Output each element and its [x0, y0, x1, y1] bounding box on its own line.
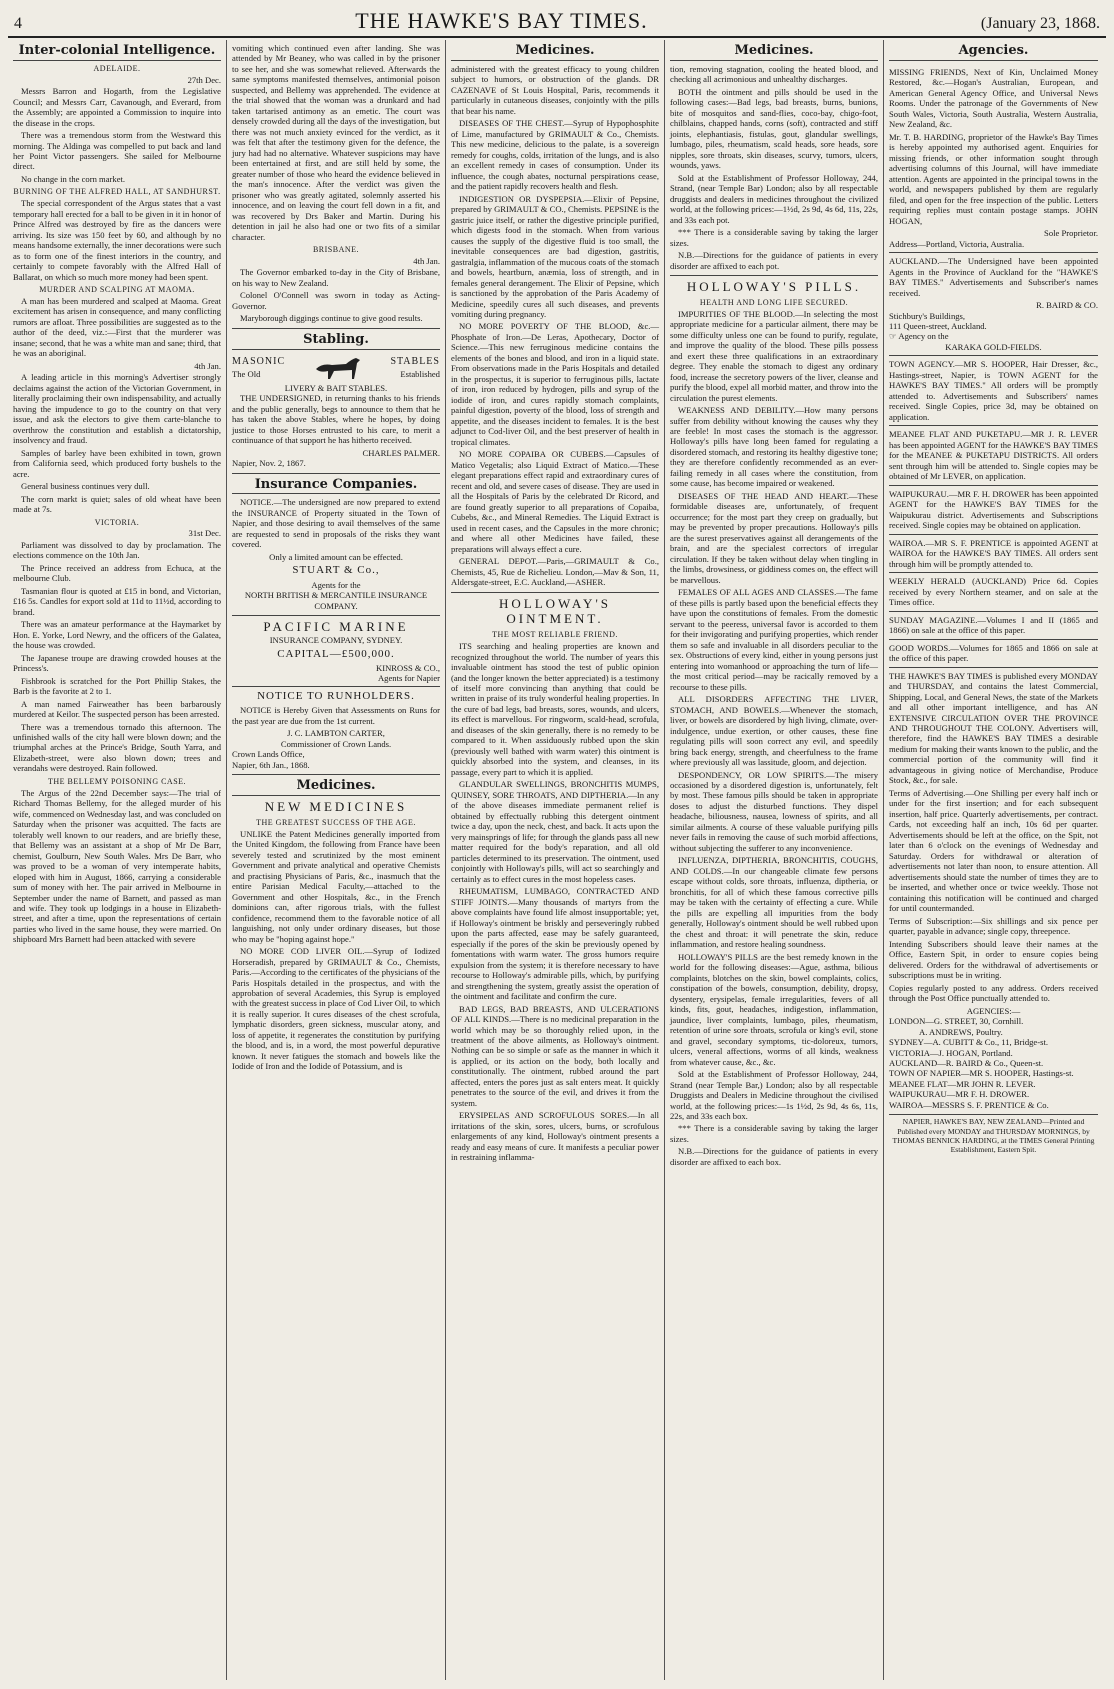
ad-paragraph: WEEKLY HERALD (AUCKLAND) Price 6d. Copies received by every Northern steamer, and on sale at the Times office.: [889, 576, 1098, 608]
article-paragraph: Parliament was dissolved to day by proclamation. The elections commence on the 10th Jan.: [13, 539, 221, 561]
issue-date: (January 23, 1868.: [980, 15, 1100, 32]
ad-paragraph: DISEASES OF THE HEAD AND HEART.—These formidable diseases are, unfortunately, of frequent occurrence; for the most part they creep on gradually, but may be prevented by proper precautions. Holloway's pills are the surest preservatives against all derangements of the brain, and are the specialest correctors of irregular circulation. If they be taken without delay when tingling in the limbs, drowsiness, or giddiness comes on, the effect will be marvellous.: [670, 490, 878, 585]
ad-paragraph: Copies regularly posted to any address. Orders received through the Post Office punctually attended to.: [889, 982, 1098, 1004]
article-paragraph: The special correspondent of the Argus states that a vast temporary hall erected for a ball to be given in it in honor of Prince Alfred was destroyed by fire as the dancers were arriving. Its size was 150 feet by 60, and although by no means handsome externally, the inner decorations were such as to form one of the finest interiors in the country, and certainly to compete favorably with the Alfred Hall of Ballarat, on which so much more money had been spent.: [13, 198, 222, 282]
ad-signature: CHARLES PALMER.: [362, 447, 440, 458]
article-paragraph: A man has been murdered and scalped at Maoma. Great excitement has arisen in consequence, and many conflicting rumors are afloat. Three possibilities are suggested as to the author of the deed, viz.:—First that the murderer was insane; second, that he was a white man and sane; third, that he was an aboriginal.: [13, 295, 221, 359]
article-paragraph: General business continues very dull.: [21, 481, 150, 492]
section-heading: Inter-colonial Intelligence.: [13, 43, 221, 61]
masthead: [8, 8, 1106, 38]
capital-line: CAPITAL—£500,000.: [277, 647, 395, 660]
ad-address: 111 Queen-street, Auckland.: [889, 321, 987, 331]
ad-paragraph: BAD LEGS, BAD BREASTS, AND ULCERATIONS OF ALL KINDS.—There is no medicinal preparation in the world which may be so thoroughly relied upon, in the treatment of the above ailments, as Holloway's ointment. Nothing can be so simple or safe as the manner in which it is applied, or its action on the body, both locally and constitutionally. The ointment, rubbed around the part affected, enters the pores just as salt enters meat. It quickly penetrates to the source of the evil, and drives it from the system.: [451, 1003, 659, 1108]
ad-paragraph: WEAKNESS AND DEBILITY.—How many persons suffer from debility without knowing the causes why they are feeble! In most cases the stomach is the aggressor. Holloway's pills have long been famed for regulating a disordered stomach, and restoring its healthy digestive tone; they are therefore confidently recommended as an ever-failing remedy in all cases where the constitution, from some cause, has become impaired or weakened.: [670, 405, 878, 489]
list-item: VICTORIA—J. HOGAN, Portland.: [889, 1047, 1013, 1058]
ad-paragraph: MISSING FRIENDS, Next of Kin, Unclaimed Money Restored, &c.—Hogan's Australian, European, and American General Agency Office, and Universal News Rooms. Under the patronage of the Governments of New South Wales, Victoria, South Australia, Western Australia, New Zealand, &c.: [889, 66, 1098, 130]
article-paragraph: There was an amateur performance at the Haymarket by Hon. E. Yorke, Lord Newry, and the officers of the Galatea, the house was crowded.: [13, 619, 221, 651]
article-paragraph: Colonel O'Connell was sworn in today as Acting-Governor.: [232, 290, 440, 311]
ad-paragraph: *** There is a considerable saving by taking the larger sizes.: [670, 227, 878, 248]
article-paragraph: vomiting which continued even after landing. She was attended by Mr Beaney, who was called in by the prisoner to see her, and she was somewhat relieved. Afterwards the same symptoms manifested themselves, antimonial poison suspected, and Bellemy was apprehended. The evidence at the trial showed that the woman was a drunkard and had taken tartarised antimony as an emetic. The court was densely crowded during all the days of the investigation, but there was not much anxiety evinced for the verdict, as it was felt that after the testimony given for the defence, the jury had had no alternative. Whatever suspicions may have been entertained at first, and are still held by some, the greater number of those who heard the evidence believed in the man's innocence. After the verdict was given the prisoner who was greatly agitated, solemnly asserted his innocence, and on leaving the court fell down in a fit, and was recovered by Drs Baker and Martin. During his detention in jail he also had one or two fits of a similar character.: [232, 43, 440, 242]
section-heading: Medicines.: [232, 774, 440, 796]
ad-paragraph: NO MORE POVERTY OF THE BLOOD, &c.—Phosphate of Iron.—De Leras, Apothecary, Doctor of Science.—This new ferruginous medicine contains the elements of the bones and blood, and iron in a liquid state. From observations made in the Paris Hospitals and detailed in the prospectus, it is superior to ferruginous pills, lactate of iron, iron reduced by hydrogen, pills and syrup of the iodide of iron, and cures rapidly stomach complaints, painful digestion, poverty of the blood, loss of strength and appetite, and the diseases incident to females. It is the best adjunct to Cod-liver Oil, and the best preserver of health in tropical climates.: [451, 321, 659, 447]
newspaper-title: THE HAWKE'S BAY TIMES.: [355, 8, 648, 33]
ad-note: Only a limited amount can be effected.: [269, 551, 403, 562]
agent-name: STUART & Co.,: [292, 564, 380, 577]
article-paragraph: A leading article in this morning's Advertiser strongly declaims against the action of the Victorian Government, in literally proclaiming their own indispensability, and actually having the impudence to go to the country on that very issue, and ask the electors to give them carte-blanche to overthrow the constitution and establish a dictatorship, insolvency and fraud.: [13, 372, 221, 446]
ad-signature: J. C. LAMBTON CARTER,: [287, 728, 385, 739]
ad-paragraph: tion, removing stagnation, cooling the heated blood, and checking all acrimonious and unhealthy discharges.: [670, 63, 878, 85]
section-heading: Stabling.: [232, 328, 440, 350]
ad-paragraph: HOLLOWAY'S PILLS are the best remedy known in the world for the following diseases:—Ague, asthma, bilious complaints, blotches on the skin, bowel complaints, colics, constipation of the bowels, consumption, debility, dropsy, dysentery, erysipelas, female irregularities, fevers of all kinds, fits, gout, headaches, indigestion, inflammation, jaundice, liver complaints, lumbago, piles, rheumatism, retention of urine sore throats, scrofula or king's evil, stone and gravel, secondary symptoms, tic-doloreux, tumors, ulcers, veneral affections, worms of all kinds, weakness from whatever cause, &c., &c.: [670, 951, 878, 1067]
ad-paragraph: MEANEE FLAT AND PUKETAPU.—MR J. R. LEVER has been appointed AGENT for the HAWKE'S BAY TIMES for the MEANEE & PUKETAPU DISTRICTS. All orders sent through him will be attended to. Single copies may be obtained of Mr LEVER, on application.: [889, 429, 1098, 482]
ad-signature-role: Sole Proprietor.: [1044, 228, 1098, 239]
dateline-adelaide: ADELAIDE.: [93, 63, 141, 73]
ad-signature: R. BAIRD & CO.: [1036, 300, 1098, 311]
ad-paragraph: NO MORE COPAIBA OR CUBEBS.—Capsules of Matico Vegetalis; also Liquid Extract of Matico.—These elegant preparations effect rapid and extraordinary cures of recent and old, and severe cases of disease. They are used in all the Hospitals of Paris by the celebrated Dr Ricord, and are found greatly superior to all preparations of Copaiba, Cubebs, &c., and Mineral Remedies. The Liquid Extract is used in recent cases, and the Capsules in the more chronic; and where all other Medicines have failed, these preparations will always effect a cure.: [451, 449, 659, 554]
ad-paragraph: ALL DISORDERS AFFECTING THE LIVER, STOMACH, AND BOWELS.—Whenever the stomach, liver, or bowels are disordered by high living, climate, over-indulgence, undue exertion, or other causes, these fine regulating pills will soon correct any evil, and speedily bring back energy, strength, and cheerfulness to the frame where previously all was lassitude, gloom, and dejection.: [670, 694, 878, 768]
column-2: [227, 40, 446, 1680]
ad-address: Stichbury's Buildings,: [889, 310, 966, 321]
section-heading: Medicines.: [670, 43, 878, 61]
ad-paragraph: Terms of Advertising.—One Shilling per every half inch or under for the first insertion; and for each subsequent insertion, half price. Quarterly advertisements, per contract. Cards, not exceeding half an inch, 10s 6d per quarter. Advertisements should be left at the office, on the Spit, not later than 6 o'clock on the evenings of Wednesday and Saturday. Orders for withdrawal or alteration of advertisements not later than noon, to ensure attention. All advertisements should state the number of times they are to be inserted, and whether once or twice weekly. Those not containing this notification will be continued and charged for until countermanded.: [889, 787, 1098, 914]
ad-paragraph: Sold at the Establishment of Professor Holloway, 244, Strand (near Temple Bar,) London; also by all respectable Druggists and Dealers in Medicine throughout the civilised world, at the following prices:—1s 1½d, 2s 9d, 4s 6s, 11s, 22s, and 33s each box.: [670, 1069, 878, 1121]
ad-signature-role: Commissioner of Crown Lands.: [280, 738, 392, 749]
ad-paragraph: INDIGESTION OR DYSPEPSIA.—Elixir of Pepsine, prepared by GRIMAULT & CO., Chemists. PEPSINE is the gastric juice itself, or rather the digestive principle purified, which digests food in the stomach. When from various causes the supply of the digestive fluid is too small, the inevitable consequences are bad digestion, gastritis, gastralgia, inflammation of the mucous coats of the stomach and bowels, heartburn, anæmia, loss of strength, and in females general derangement. The Elixir of Pepsine, which is sanctioned by the approbation of the Paris Academy of Medicine, speedily cures all such diseases, and prevents vomiting during pregnancy.: [451, 193, 659, 319]
ad-note: KARAKA GOLD-FIELDS.: [945, 341, 1042, 352]
article-paragraph: The Argus of the 22nd December says:—The trial of Richard Thomas Bellemy, for the alleged murder of his wife, commenced on Wednesday last, and was concluded on Saturday when the prisoner was acquitted. The facts are tolerably well known to our readers, and are briefly these, that Bellemy was an assistant at a shop of Mr De Barr, chemist, Goulburn, New South Wales. Mrs De Barr, who was proved to be a woman of very intemperate habits, eloped with him in August, 1866, carrying a considerable sum of money with her. The pair arrived in Melbourne in September under the name of Barnett, and passed as man and wife. They took up lodgings in a house in Elizabeth-street, and after a time, upon the representations of certain parties who lived in the same house, they were married. On shipboard Mrs Barnett had been attacked with severe: [13, 787, 221, 945]
column-4: [665, 40, 884, 1680]
agency-notice: [889, 572, 1098, 607]
agency-notice: [889, 252, 1098, 352]
agency-notice: [889, 485, 1098, 531]
agency-notice: [889, 355, 1098, 422]
ad-paragraph: Sold at the Establishment of Professor Holloway, 244, Strand, (near Temple Bar) London; also by all respectable druggists and dealers in medicines throughout the civilized world, at the following prices:—1½d, 2s 9d, 4s 6d, 11s, 22s, and 33s each pot.: [670, 172, 878, 225]
ad-title: HOLLOWAY'S OINTMENT.: [451, 592, 659, 628]
agent-role: Agents for Napier: [377, 673, 440, 684]
ad-paragraph: Intending Subscribers should leave their names at the Office, Eastern Spit, in order to ensure copies being delivered. Orders for the withdrawal of advertisements or subscriptions must be in writing.: [889, 938, 1098, 981]
ad-paragraph: NOTICE is Hereby Given that Assessments on Runs for the past year are due from the 1st current.: [232, 705, 440, 726]
article-paragraph: Fishbrook is scratched for the Port Phillip Stakes, the Barb is the favorite at 2 to 1.: [13, 675, 221, 697]
list-item: A. ANDREWS, Poultry.: [919, 1026, 1003, 1037]
ad-paragraph: GOOD WORDS.—Volumes for 1865 and 1866 on sale at the office of this paper.: [889, 642, 1098, 664]
article-paragraph: The Prince received an address from Echuca, at the melbourne Club.: [13, 562, 221, 584]
ad-address: Address—Portland, Victoria, Australia.: [889, 238, 1025, 249]
ad-paragraph: THE HAWKE'S BAY TIMES is published every MONDAY and THURSDAY, and contains the latest Commercial, Shipping, Local, and General News, the state of the Markets and all other important intelligence, and has AN EXTENSIVE CIRCULATION OVER THE PROVINCE AND THROUGHOUT THE COLONY. Advertisers will, therefore, find the HAWKE'S BAY TIMES a desirable medium for making their wants known to the public, and the commercial portion of the community will find it advantageous in giving notice of Merchandise, Produce Stock, &c., for sale.: [889, 670, 1098, 786]
ad-paragraph: WAIROA.—MR S. F. PRENTICE is appointed AGENT at WAIROA for the HAWKE'S BAY TIMES. All orders sent through him will be promptly attended to.: [889, 537, 1098, 569]
section-heading: Agencies.: [889, 43, 1098, 61]
ad-note: [889, 331, 1098, 341]
subheading: BURNING OF THE ALFRED HALL, AT SANDHURST.: [13, 187, 221, 197]
subheading: MURDER AND SCALPING AT MAOMA.: [39, 285, 195, 295]
agency-notice: [889, 425, 1098, 481]
imprint-footer: NAPIER, HAWKE'S BAY, NEW ZEALAND—Printed and Published every MONDAY and THURSDAY MORNINGS, by THOMAS BENNICK HARDING, at the TIMES General Printing Establishment, Eastern Spit.: [889, 1114, 1098, 1154]
section-heading: Medicines.: [451, 43, 659, 61]
list-item: WAIROA—MESSRS S. F. PRENTICE & Co.: [889, 1099, 1049, 1110]
dateline-date: 31st Dec.: [188, 528, 221, 539]
horse-icon: [312, 353, 364, 383]
article-paragraph: The corn markt is quiet; sales of old wheat have been made at 7s.: [13, 493, 221, 515]
stables-name-left: MASONIC: [232, 356, 286, 368]
notice-heading: NOTICE TO RUNHOLDERS.: [232, 686, 440, 703]
subheading: THE BELLEMY POISONING CASE.: [47, 776, 187, 786]
list-item: MEANEE FLAT—MR JOHN R. LEVER.: [889, 1078, 1036, 1089]
columns: [8, 40, 1106, 1680]
ad-paragraph: NOTICE.—The undersigned are now prepared to extend the INSURANCE of Property situated in the Town of Napier, and those desiring to avail themselves of the same are requested to send in proposals of the risks they want covered.: [232, 497, 440, 550]
ad-title: HOLLOWAY'S PILLS.: [670, 275, 878, 295]
ad-paragraph: administered with the greatest efficacy to young children subject to humors, or obstruction of the glands. DR CAZENAVE of St Louis Hospital, Paris, recommends it particularly in cutaneous diseases, conjointly with the pills that bear his name.: [451, 63, 659, 116]
ad-paragraph: BOTH the ointment and pills should be used in the following cases:—Bad legs, bad breasts, burns, bunions, bite of mosquitos and sand-flies, coco-bay, chigo-foot, chilblains, chapped hands, corns (soft), contracted and stiff joints, elephantiasis, fistulas, gout, glandular swellings, lumbago, piles, rheumatism, scald heads, sore heads, sore nipples, sore throats, skin diseases, scurvy, tumors, ulcers, wounds, yaws.: [670, 86, 878, 171]
agency-notice: [889, 534, 1098, 569]
ad-paragraph: INFLUENZA, DIPTHERIA, BRONCHITIS, COUGHS, AND COLDS.—In our changeable climate few persons escape without colds, sore throats, influenza, diptheria, or bronchitis, for all of which these famous corrective pills may be taken with the certainty of effecting a cure. While the pills are expelling all impurities from the body generally, Holloway's ointment should be well rubbed upon the chest and throat: it will penetrate the skin, reduce inflammation, and restore healing soundness.: [670, 855, 878, 950]
ad-paragraph: SUNDAY MAGAZINE.—Volumes I and II (1865 and 1866) on sale at the office of this paper.: [889, 614, 1098, 636]
dateline-brisbane: BRISBANE.: [312, 245, 360, 255]
article-paragraph: There was a tremendous storm from the Westward this morning. The Aldinga was compelled to put back and land her Point Victor passengers. She sailed for Melbourne direct.: [13, 130, 221, 172]
agency-notice: [889, 639, 1098, 664]
article-paragraph: Maryborough diggings continue to give good results.: [240, 313, 423, 324]
section-heading: Insurance Companies.: [232, 473, 440, 495]
agencies-list-heading: AGENCIES:—: [966, 1005, 1021, 1016]
ad-paragraph: RHEUMATISM, LUMBAGO, CONTRACTED AND STIFF JOINTS.—Many thousands of martyrs from the above complaints have found life almost insupportable; yet, if Holloway's ointment be briskly and perseveringly rubbed upon the parts affected, ease may be safely guaranteed, especially if the pores of the skin be previously opened by fomentations with warm water. The gross humors require expulsion from the system; it is therefore necessary to have recourse to Holloway's admirable pills, which, by purifying and strengthening the system, greatly assist the operation of the ointment and facilitate and confirm the cure.: [451, 886, 659, 1002]
ad-paragraph: ERYSIPELAS AND SCROFULOUS SORES.—In all irritations of the skin, sores, ulcers, burns, or scrofulous enlargements of any kind, Holloway's ointment presents a ready and easy means of cure. It manifests a peculiar power in restraining inflamma-: [451, 1110, 659, 1163]
ad-subtitle: HEALTH AND LONG LIFE SECURED.: [699, 297, 849, 307]
stables-banner: [232, 353, 440, 383]
ad-place: Crown Lands Office,: [232, 749, 305, 760]
dateline-date: 27th Dec.: [187, 74, 221, 85]
stables-name-right: STABLES: [390, 356, 440, 368]
publication-info: [889, 667, 1098, 1111]
article-paragraph: There was a tremendous tornado this afternoon. The unfinished walls of the city hall were blown down; and the triumphal arches at the Prince's Bridge, South Yarra, and Elizabeth-street, were also blown down; trees and verandahs were destroyed. Rain followed.: [13, 721, 221, 774]
agency-notice: [889, 64, 1098, 249]
ad-subtitle: THE MOST RELIABLE FRIEND.: [492, 630, 618, 640]
company-subtitle: INSURANCE COMPANY, SYDNEY.: [269, 635, 403, 646]
list-item: LONDON—G. STREET, 30, Cornhill.: [889, 1016, 1024, 1027]
agency-notice: [889, 611, 1098, 636]
article-paragraph: The Governor embarked to-day in the City of Brisbane, on his way to New Zealand.: [232, 267, 440, 288]
list-item: SYDNEY—A. CUBITT & Co., 11, Bridge-st.: [889, 1037, 1048, 1048]
ad-date: Napier, 6th Jan., 1868.: [232, 759, 310, 770]
page-number: 4: [14, 15, 22, 32]
article-paragraph: A man named Fairweather has been barbarously murdered at Keilor. The suspected person has been arrested.: [13, 698, 221, 720]
ad-paragraph: *** There is a considerable saving by taking the larger sizes.: [670, 1123, 878, 1144]
ad-paragraph: THE UNDERSIGNED, in returning thanks to his friends and the public generally, begs to announce to them that he has taken the above Stables, where he hopes, by doing justice to those Horses entrusted to his care, to merit a continuance of that support he has hitherto received.: [232, 393, 440, 446]
list-item: WAIPUKURAU—MR F. H. DROWER.: [889, 1089, 1030, 1100]
ad-paragraph: N.B.—Directions for the guidance of patients in every disorder are affixed to each pot.: [670, 250, 878, 271]
article-paragraph: No change in the corn market.: [21, 173, 126, 184]
article-paragraph: Tasmanian flour is quoted at £15 in bond, and Victorian, £16 5s. Candles for export sold at 11d to 11½d, according to brand.: [13, 585, 221, 617]
ad-paragraph: N.B.—Directions for the guidance of patients in every disorder are affixed to each box.: [670, 1146, 878, 1167]
list-item: TOWN OF NAPIER—MR S. HOOPER, Hastings-st.: [889, 1068, 1074, 1079]
ad-paragraph: ITS searching and healing properties are known and recognized throughout the world. The number of years this invaluable ointment has stood the test of public opinion (and the longer known the better appreciated) is a testimony of itself more convincing than anything that could be written in praise of its truly wonderful healing properties. In the cure of bad legs, bad breasts, sores, wounds, and ulcers, its effect is marvellous. For ringworm, scald-head, scrofula, and diseases of the skin generally, there is no remedy to be compared to it. When assiduously rubbed upon the skin (previously well bathed with warm water) this ointment is quickly absorbed into the system, and cleanses, in its passage, every part to which it is applied.: [451, 641, 659, 777]
ad-paragraph: NO MORE COD LIVER OIL.—Syrup of Iodized Horseradish, prepared by GRIMAULT & Co., Chemists, Paris.—According to the certificates of the physicians of the Paris Hospitals detailed in the prospectus, and with the approbation of several Academies, this Syrup is employed with the greatest success in place of Cod Liver Oil, to which it is really superior. It cures diseases of the chest scrofula, lymphatic disorders, green sickness, muscular atony, and loss of appetite, it regenerates the constitution by purifying the blood, and is, in a word, the most powerful depurative known. It never fatigues the stomach and bowels like the Iodide of Iron and the Iodide of Potassium, and is: [232, 946, 440, 1072]
ad-paragraph: DESPONDENCY, OR LOW SPIRITS.—The misery occasioned by a disordered digestion is, unfortunately, felt by most. These famous pills should be taken in appropriate doses to adjust the disturbed functions. They dispel headache, biliousness, nausea, lowness of spirits, and all similar ailments. A course of these valuable purifying pills never fails in removing the cause of such morbid affections, without subjecting the sufferer to any inconvenience.: [670, 769, 878, 853]
ad-paragraph: Terms of Subscription:—Six shillings and six pence per quarter, payable in advance; single copy, threepence.: [889, 915, 1098, 937]
ad-paragraph: FEMALES OF ALL AGES AND CLASSES.—The fame of these pills is partly based upon the beneficial effects they have upon the constitutions of females. From the domestic servant to the peeress, universal favor is accorded to them for their invigorating and purifying properties, which render them so safe and invaluable in all disorders peculiar to the sex. Obstructions of every kind, either in young persons just entering into womanhood or approaching the turn of life—the most critical period—may be racically removed by a recourse to these pills.: [670, 587, 878, 692]
ad-paragraph: IMPURITIES OF THE BLOOD.—In selecting the most appropriate medicine for a particular ailment, there may be some difficulty unless one can be found to purify, regulate, and improve the quality of the blood. These pills possess and exert these three qualifications in an extraordinary degree. They enable the stomach to digest any ordinary food, increase the secretory powers of the liver, cleanse and purify the blood, expel all morbid matter, and throw into the circulation the purest elements.: [670, 308, 878, 403]
article-paragraph: Samples of barley have been exhibited in town, grown from California seed, which produced forty bushels to the acre.: [13, 447, 221, 479]
column-3: [446, 40, 665, 1680]
ad-paragraph: AUCKLAND.—The Undersigned have been appointed Agents in the Province of Auckland for the "HAWKE'S BAY TIMES." Advertisements and Subscriber's names received.: [889, 256, 1098, 298]
ad-paragraph: Mr. T. B. HARDING, proprietor of the Hawke's Bay Times is hereby appointed my authorised agent. Enquiries for missing friends, or other information sought through advertising columns of this Journal, will have immediate attention. Agents are appointed in the principal towns in the world, and newspapers published by them are regularly filed, and open for the free inspection of the public. Letters requiring replies must contain postage stamps. JOHN HOGAN,: [889, 131, 1098, 226]
ad-title: NEW MEDICINES: [264, 799, 408, 815]
agencies-list: [889, 1016, 1098, 1110]
dateline-date: 4th Jan.: [194, 360, 221, 371]
stables-established: Established: [400, 368, 440, 379]
ad-note-text: Agency on the: [898, 331, 949, 342]
column-5: [884, 40, 1103, 1680]
dateline-victoria: VICTORIA.: [94, 517, 140, 527]
ad-paragraph: WAIPUKURAU.—MR F. H. DROWER has been appointed AGENT for the HAWKE'S BAY TIMES for the Waipukurau district. Advertisements and Subscriptions received. Single copies may be obtained on application.: [889, 488, 1098, 531]
ad-subtitle: THE GREATEST SUCCESS OF THE AGE.: [256, 817, 416, 827]
ad-paragraph: TOWN AGENCY.—MR S. HOOPER, Hair Dresser, &c., Hastings-street, Napier, is TOWN AGENT for the HAWKE'S BAY TIMES." All orders will be promptly attended to. Advertisements and Subscribers' names received. Single Copies, price 3d, may be obtained on application.: [889, 359, 1098, 422]
ad-paragraph: DISEASES OF THE CHEST.—Syrup of Hypophosphite of Lime, manufactured by GRIMAULT & Co., Chemists. This new medicine, delicious to the palate, is a sovereign remedy for coughs, colds, irritation of the lungs, and is also an excellent remedy in cases of consumption. Under its influence, the cough abates, nocturnal perspirations cease, and the patient rapidly recovers health and flesh.: [451, 118, 659, 192]
ad-paragraph: UNLIKE the Patent Medicines generally imported from the United Kingdom, the following from France have been severely tested and scrutinized by the most eminent Government and private analytical and operative Chemists and practising Physicians of Paris, &c., inasmuch that the entire Parisian Medical Faculty,—attached to the Government and other Hospitals, &c., in the French dominions can, after rigorous trials, with the fullest confidence, recommend them to the favorable notice of all languishing, not only under ordinary diseases, but those who may be "hoping against hope.": [232, 828, 440, 944]
livery-title: LIVERY & BAIT STABLES.: [284, 382, 388, 393]
company-name: NORTH BRITISH & MERCANTILE INSURANCE COMPANY.: [244, 590, 428, 611]
article-paragraph: The Japanese troupe are drawing crowded houses at the Princess's.: [13, 652, 221, 674]
ad-paragraph: GENERAL DEPOT.—Paris,—GRIMAULT & Co., Chemists, 45, Rue de Richelieu. London,—Mav & Son, 11, Aldersgate-street, E.C. Auckland,—ASHER.: [451, 556, 659, 588]
company-name: PACIFIC MARINE: [232, 615, 440, 635]
stables-old: The Old: [232, 368, 261, 379]
article-paragraph: Messrs Barron and Hogarth, from the Legislative Council; and Messrs Carr, Cavanough, and Everard, from the Assembly; are appointed a Commission to inquire into the disease in the crops.: [13, 86, 221, 128]
agent-name: KINROSS & CO.,: [376, 662, 440, 673]
ad-paragraph: GLANDULAR SWELLINGS, BRONCHITIS MUMPS, QUINSEY, SORE THROATS, AND DIPTHERIA.—In any of the above diseases immediate permanent relief is obtained by effectually rubbing this detergent ointment twice a day, upon the neck, chest, and back. It acts upon the very mainsprings of life; for through the glands pass all new matter required for the body's reparation, and all old particles determined to its preservation. The ointment, used conjointly with Holloway's pills, will act so searchingly and certainly as to effect cures in the most hopeless cases.: [451, 779, 659, 884]
dateline-date: 4th Jan.: [413, 255, 440, 266]
agent-role: Agents for the: [311, 579, 361, 590]
pointing-hand-icon: ☞: [889, 331, 897, 342]
list-item: AUCKLAND—R. BAIRD & Co., Queen-st.: [889, 1058, 1044, 1068]
ad-place-date: Napier, Nov. 2, 1867.: [232, 458, 306, 469]
column-1: [8, 40, 227, 1680]
